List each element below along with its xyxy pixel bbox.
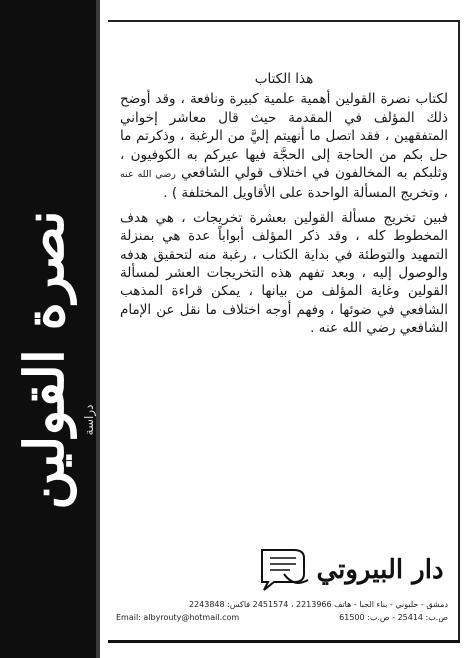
publisher-contact — [112, 598, 452, 624]
spine-edge — [96, 0, 100, 658]
book-spine — [0, 0, 96, 658]
paragraph-1-honorific: رضي الله عنه — [120, 169, 176, 181]
paragraph-1 — [120, 90, 448, 202]
publisher-address: دمشق - حلبوني - بناء الجبا - هاتف 2213966 ، 2451574 فاكس: 2243848 — [188, 600, 448, 609]
spine-title-text: نصرة القولين — [12, 210, 76, 510]
publisher-logo-icon — [254, 544, 312, 594]
frame-top-line — [108, 20, 458, 22]
paragraph-1-end: ، وتخريج المسألة الواحدة على الأقاويل المختلفة ) . — [163, 185, 448, 202]
spine-subtitle-text: دراسة — [82, 404, 96, 436]
publisher-pobox: ص.ب: 25414 - ص.ب: 61500 — [339, 613, 448, 622]
publisher-footer — [112, 536, 452, 632]
spine-title-calligraphy — [8, 150, 96, 570]
paragraph-2: فبين تخريج مسألة القولين بعشرة تخريجات ، هي هدف المخطوط كله ، وقد ذكر المؤلف أبواباً عدة هي بمنزلة التمهيد والتوطئة في بداية الكتاب ، رغبة منه لتحقيق هدفه والوصول إليه ، وبعد تفهم هذه التخريجات العشر لمسألة القولين وغاية المؤلف من بيانها ، يمكن قراءة المذهب الشافعي في ضوئها ، وفهم أوجه اختلاف ما نقل عن الإمام الشافعي رضي الله عنه . — [120, 209, 448, 337]
publisher-email: Email: albyrouty@hotmail.com — [116, 613, 240, 622]
frame-bottom-line — [108, 640, 460, 643]
section-heading: هذا الكتاب — [254, 71, 314, 87]
back-cover-text — [120, 70, 448, 344]
frame-right-line — [458, 20, 460, 640]
spine-calligraphy-graphic — [8, 150, 96, 570]
paragraph-1-main: لكتاب نصرة القولين أهمية علمية كبيرة ونافعة ، وقد أوضح ذلك المؤلف في المقدمة حيث قال معاشر إخواني المتفقهين ، فقد اتصل ما أنهيتم إليَّ من الرغبة ، وذكرتم ما حل بكم من الحاجة إلى الحجَّة فيها عيركم به الكوفيون ، وثلبكم به المخالفون في اختلاف قولي الشافعي — [120, 91, 449, 182]
publisher-name: دار البيروتي — [316, 555, 444, 585]
publisher-logo-text — [316, 546, 444, 590]
